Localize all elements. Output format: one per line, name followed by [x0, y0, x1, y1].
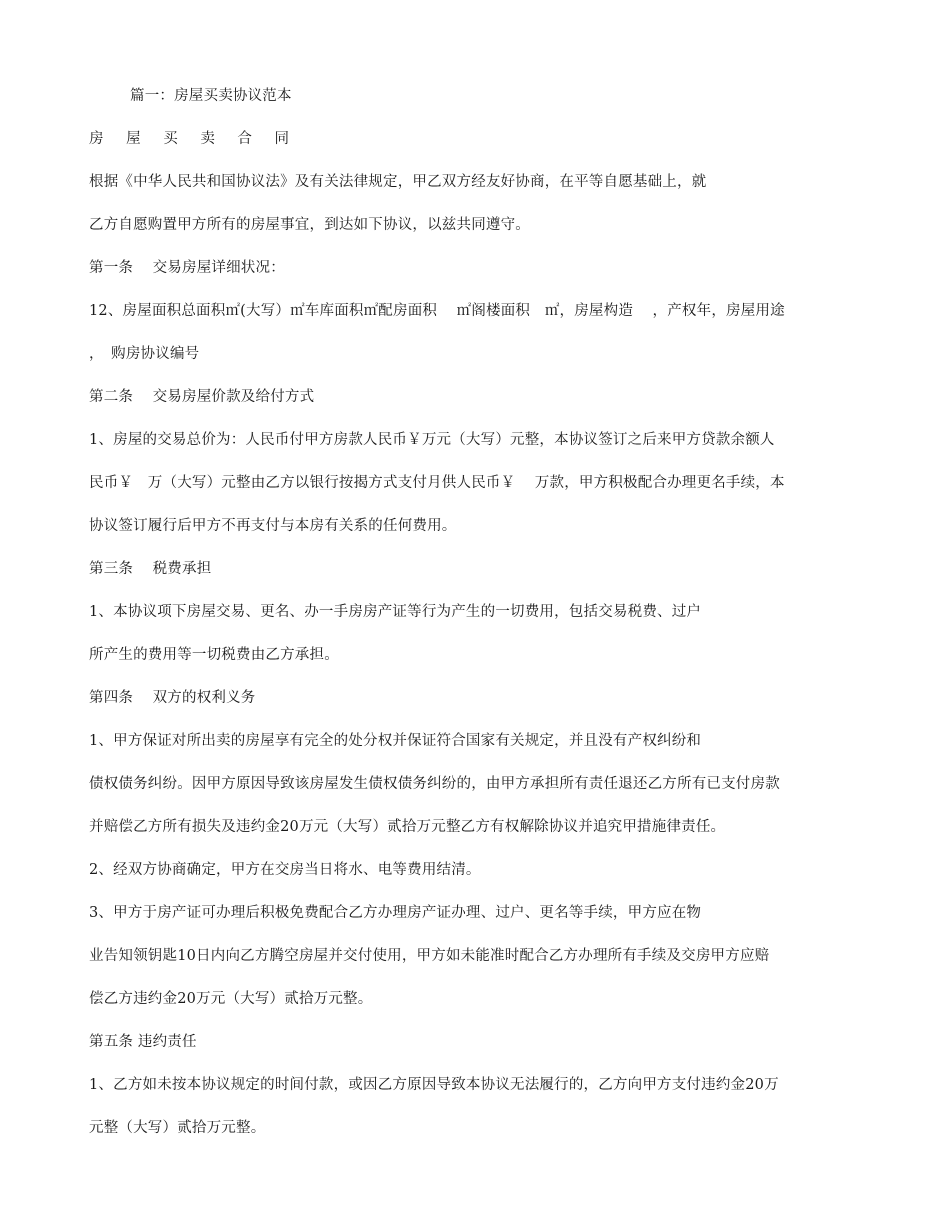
paragraph-line: 债权债务纠纷。因甲方原因导致该房屋发生债权债务纠纷的，由甲方承担所有责任退还乙方所有已支付房款 — [89, 776, 780, 792]
paragraph-line: 1、甲方保证对所出卖的房屋享有完全的处分权并保证符合国家有关规定，并且没有产权纠纷和 — [89, 733, 702, 749]
section-heading: 第三条 税费承担 — [89, 561, 212, 577]
contract-title: 房 屋 买 卖 合 同 — [89, 131, 299, 147]
paragraph-line: 协议签订履行后甲方不再支付与本房有关系的任何费用。 — [89, 518, 457, 534]
paragraph-line: 民币￥ 万（大写）元整由乙方以银行按揭方式支付月供人民币￥ 万款，甲方积极配合办理更名手续，本 — [89, 475, 785, 491]
section-heading: 第五条 违约责任 — [89, 1034, 197, 1050]
paragraph-line: 业告知领钥匙10日内向乙方腾空房屋并交付使用，甲方如未能准时配合乙方办理所有手续及交房甲方应赔 — [89, 948, 770, 964]
paragraph-line: 1、乙方如未按本协议规定的时间付款，或因乙方原因导致本协议无法履行的，乙方向甲方支付违约金20万 — [89, 1077, 779, 1093]
paragraph-line: 1、本协议项下房屋交易、更名、办一手房房产证等行为产生的一切费用，包括交易税费、过户 — [89, 604, 702, 620]
paragraph-line: 1、房屋的交易总价为：人民币付甲方房款人民币￥万元（大写）元整，本协议签订之后来甲方贷款余额人 — [89, 432, 775, 448]
paragraph-line: 根据《中华人民共和国协议法》及有关法律规定，甲乙双方经友好协商，在平等自愿基础上，就 — [89, 174, 707, 190]
paragraph-line: 偿乙方违约金20万元（大写）贰拾万元整。 — [89, 991, 373, 1007]
document-heading: 篇一：房屋买卖协议范本 — [130, 88, 292, 104]
paragraph-line: 元整（大写）贰拾万元整。 — [89, 1120, 266, 1136]
section-heading: 第一条 交易房屋详细状况： — [89, 260, 285, 276]
section-heading: 第四条 双方的权利义务 — [89, 690, 256, 706]
section-heading: 第二条 交易房屋价款及给付方式 — [89, 389, 315, 405]
paragraph-line: 3、甲方于房产证可办理后积极免费配合乙方办理房产证办理、过户、更名等手续，甲方应在物 — [89, 905, 702, 921]
paragraph-line: 2、经双方协商确定，甲方在交房当日将水、电等费用结清。 — [89, 862, 481, 878]
paragraph-line: 乙方自愿购置甲方所有的房屋事宜，到达如下协议，以兹共同遵守。 — [89, 217, 530, 233]
paragraph-line: 12、房屋面积总面积㎡(大写）㎡车库面积㎡配房面积 ㎡阁楼面积 ㎡，房屋构造 ，产权年，房屋用途 — [89, 303, 785, 319]
paragraph-line: 所产生的费用等一切税费由乙方承担。 — [89, 647, 339, 663]
paragraph-line: 并赔偿乙方所有损失及违约金20万元（大写）贰拾万元整乙方有权解除协议并追究甲措施律责任。 — [89, 819, 726, 835]
paragraph-line: ， 购房协议编号 — [89, 346, 200, 362]
